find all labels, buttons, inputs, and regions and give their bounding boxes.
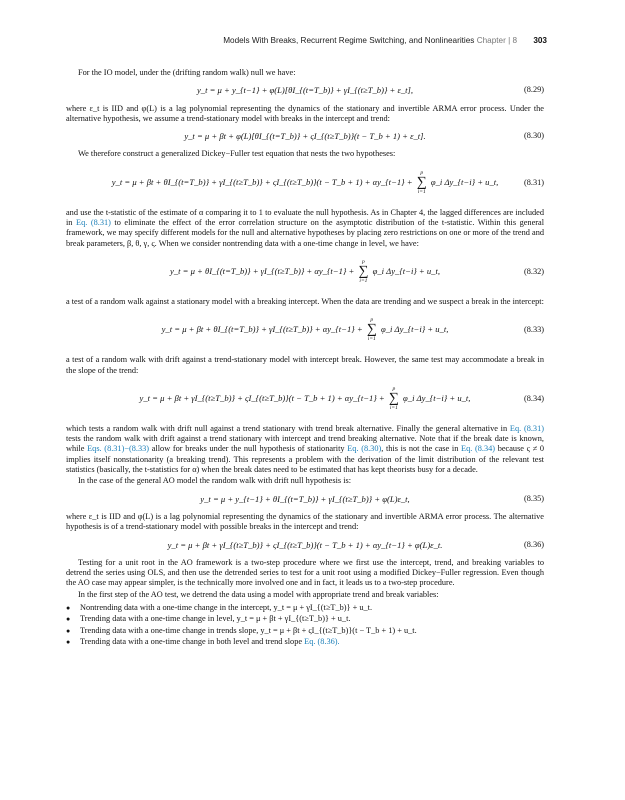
equation-8-36: y_t = μ + βt + γI_{(t≥T_b)} + ςI_{(t≥T_b)}(t − T_b + 1) + αy_{t−1} + φ(L)ε_t. (8.36)	[167, 539, 544, 550]
equation-number: (8.34)	[523, 393, 544, 403]
page-number: 303	[533, 36, 547, 45]
equation-link[interactable]: Eq. (8.31)	[509, 423, 544, 433]
summation-sign: p ∑ i=1	[416, 169, 427, 195]
equation-8-30: y_t = μ + βt + φ(L)[θI_{(t=T_b)} + ςI_{(t≥T_b)}(t − T_b + 1) + ε_t]. (8.30)	[184, 131, 544, 142]
paragraph: which tests a random walk with drift null against a trend stationary with trend break alternative. Finally the general alternative in Eq. (8.31) tests the random walk with drift against a trend stationary with intercept and trend breaking alternative. Note that if the break date is known, while Eqs. (8.31)−(8.33) allow for breaks under the null hypothesis of stationarity Eq. (8.30), this is not the case in Eq. (8.34) because ς ≠ 0 implies itself nonstationarity (a breaking trend). This represents a problem with the derivation of the limit distribution of the relevant test statistics (basically, the t-statistics for α) when the break dates need to be estimated that has kept theorists busy for a decade.	[66, 423, 544, 475]
equation-number: (8.30)	[523, 131, 544, 141]
equation-link[interactable]: Eq. (8.30)	[347, 444, 382, 454]
list-item: ● Nontrending data with a one-time change in the intercept, y_t = μ + γI_{(t≥T_b)} + u_t.	[66, 603, 544, 613]
paragraph: Testing for a unit root in the AO framework is a two-step procedure where we first use the intercept, trend, and breaking variables to detrend the series using OLS, and then use the detrended series to test for a unit root using a modified Dickey−Fuller regression. Even though the AO case may appear simpler, is the technically more involved one and in fact, it leads us to a two-step procedure.	[66, 557, 544, 588]
paragraph: where ε_t is IID and φ(L) is a lag polynomial representing the dynamics of the stationary and invertible ARMA error process. The alternative hypothesis is of a trend-stationary model with possible breaks in the intercept and trend:	[66, 511, 544, 532]
equation-number: (8.35)	[523, 493, 544, 503]
list-item: ● Trending data with a one-time change in level, y_t = μ + βt + γI_{(t≥T_b)} + u_t.	[66, 614, 544, 624]
summation-sign: p ∑ i=1	[388, 385, 399, 411]
equation-link[interactable]: Eq. (8.36).	[304, 636, 340, 646]
paragraph: a test of a random walk with drift against a trend-stationary model with intercept break. However, the same test may accommodate a break in the slope of the trend:	[66, 355, 544, 375]
page-body	[66, 68, 544, 648]
summation-sign: p ∑ i=1	[366, 317, 377, 343]
equation-number: (8.29)	[523, 85, 544, 95]
equation-link[interactable]: Eqs. (8.31)−(8.33)	[87, 444, 150, 454]
paragraph: For the IO model, under the (drifting random walk) null we have:	[78, 68, 296, 77]
equation-8-31: y_t = μ + βt + θI_{(t=T_b)} + γI_{(t≥T_b)} + ςI_{(t≥T_b)}(t − T_b + 1) + αy_{t−1} + p ∑ i=1 φ_i Δy_{t−i} + u_t, (8.31)	[111, 169, 544, 195]
equation-8-35: y_t = μ + y_{t−1} + θI_{(t=T_b)} + γI_{(t≥T_b)} + φ(L)ε_t, (8.35)	[200, 493, 544, 504]
list-item: ● Trending data with a one-time change in trends slope, y_t = μ + βt + ςI_{(t≥T_b)}(t − T_b + 1) + u_t.	[66, 626, 544, 636]
running-header	[60, 36, 547, 45]
paragraph: In the case of the general AO model the random walk with drift null hypothesis is:	[78, 476, 352, 486]
list-item: ● Trending data with a one-time change in both level and trend slope Eq. (8.36).	[66, 637, 544, 647]
summation-sign: p ∑ i=1	[358, 258, 369, 284]
equation-8-29: y_t = μ + y_{t−1} + φ(L)[θI_{(t=T_b)} + γI_{(t≥T_b)} + ε_t], (8.29)	[196, 85, 544, 96]
equation-8-33: y_t = μ + βt + θI_{(t=T_b)} + γI_{(t≥T_b)} + αy_{t−1} + p ∑ i=1 φ_i Δy_{t−i} + u_t, (8.33)	[161, 317, 544, 343]
equation-number: (8.36)	[523, 539, 544, 549]
bullet-list	[66, 603, 544, 647]
equation-number: (8.32)	[523, 266, 544, 276]
equation-number: (8.31)	[523, 177, 544, 187]
equation-8-32: y_t = μ + θI_{(t=T_b)} + γI_{(t≥T_b)} + αy_{t−1} + p ∑ i=1 φ_i Δy_{t−i} + u_t, (8.32)	[170, 258, 544, 284]
equation-link[interactable]: Eq. (8.31)	[76, 218, 111, 228]
equation-number: (8.33)	[523, 325, 544, 335]
paragraph: and use the t-statistic of the estimate of α comparing it to 1 to evaluate the null hypothesis. As in Chapter 4, the lagged differences are included in Eq. (8.31) to eliminate the effect of the error correlation structure on the asymptotic distribution of the t-statistic. Within this general framework, we may specify different models for the null and alternative hypotheses by placing zero restrictions on one or more of the trend and break parameters, β, θ, γ, ς. When we consider nontrending data with a one-time change in level, we have:	[66, 207, 544, 248]
paragraph: where ε_t is IID and φ(L) is a lag polynomial representing the dynamics of the stationary and invertible ARMA error process. Under the alternative hypothesis, we assume a trend-stationary model with breaks in the intercept and trend:	[66, 103, 544, 123]
paragraph: We therefore construct a generalized Dickey−Fuller test equation that nests the two hypotheses:	[78, 149, 396, 159]
paragraph: In the first step of the AO test, we detrend the data using a model with appropriate trend and break variables:	[78, 589, 439, 599]
running-title: Models With Breaks, Recurrent Regime Switching, and Nonlinearities	[223, 36, 475, 45]
chapter-label: Chapter | 8	[476, 36, 518, 45]
equation-8-34: y_t = μ + βt + γI_{(t≥T_b)} + ςI_{(t≥T_b)}(t − T_b + 1) + αy_{t−1} + p ∑ i=1 φ_i Δy_{t−i} + u_t, (8.34)	[139, 385, 544, 411]
equation-link[interactable]: Eq. (8.34)	[461, 444, 496, 454]
paragraph: a test of a random walk against a stationary model with a breaking intercept. When the data are trending and we suspect a break in the intercept:	[66, 296, 544, 306]
